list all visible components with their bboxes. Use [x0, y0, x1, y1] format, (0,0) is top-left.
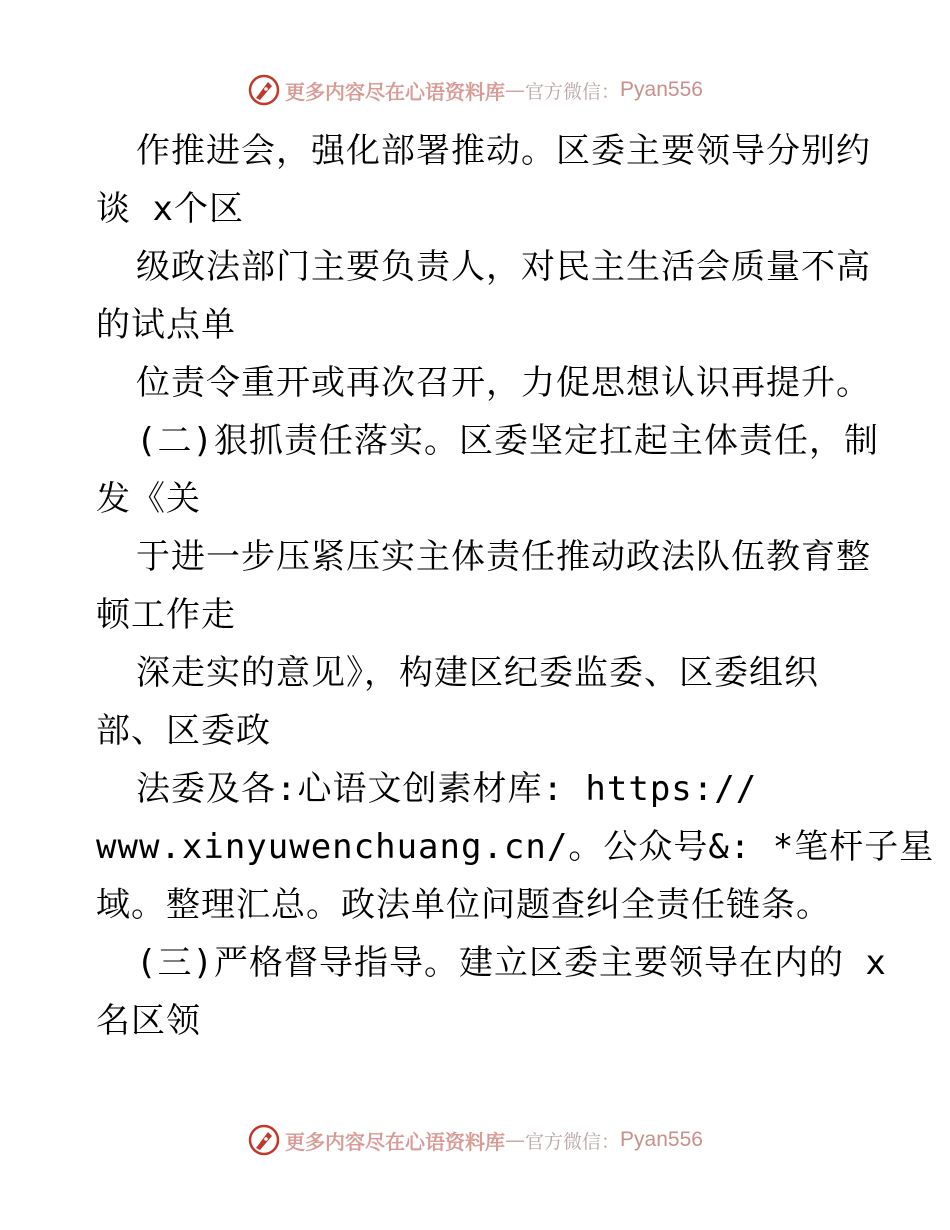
banner-wechat-id: Pyan556	[620, 78, 703, 101]
body-line: 于进一步压紧压实主体责任推动政法队伍教育整	[136, 537, 871, 577]
banner-text: 更多内容尽在心语资料库	[285, 79, 506, 104]
body-line: 法委及各:心语文创素材库: https://	[136, 769, 758, 809]
body-line: (三)严格督导指导。建立区委主要领导在内的 x	[136, 943, 887, 983]
pen-nib-logo-icon	[247, 1123, 281, 1157]
body-line: 部、区委政	[96, 711, 271, 751]
banner-wechat-id: Pyan556	[620, 1128, 703, 1151]
header-banner	[0, 70, 950, 110]
body-line: 深走实的意见》，构建区纪委监委、区委组织	[136, 653, 819, 693]
pen-nib-logo-icon	[247, 73, 281, 107]
body-line: www.xinyuwenchuang.cn/。公众号&: *笔杆子星	[96, 827, 935, 867]
body-line: 作推进会，强化部署推动。区委主要领导分别约	[136, 131, 871, 171]
body-line: 域。整理汇总。政法单位问题查纠全责任链条。	[96, 885, 831, 925]
footer-banner	[0, 1120, 950, 1160]
body-line: 级政法部门主要负责人，对民主生活会质量不高	[136, 247, 871, 287]
body-line: 位责令重开或再次召开，力促思想认识再提升。	[136, 363, 871, 403]
body-line: 顿工作走	[96, 595, 236, 635]
body-line: 发《关	[96, 479, 201, 519]
document-body	[96, 122, 935, 1050]
banner-wechat-label: 官方微信：	[525, 1130, 621, 1153]
banner-wechat-label: 官方微信：	[525, 80, 621, 103]
body-line: 名区领	[96, 1001, 201, 1041]
body-line: 的试点单	[96, 305, 236, 345]
banner-dash: —	[505, 1128, 526, 1152]
body-line: 谈 x个区	[96, 189, 244, 229]
body-line: (二)狠抓责任落实。区委坚定扛起主体责任，制	[136, 421, 879, 461]
banner-dash: —	[505, 78, 526, 102]
banner-text: 更多内容尽在心语资料库	[285, 1129, 506, 1154]
